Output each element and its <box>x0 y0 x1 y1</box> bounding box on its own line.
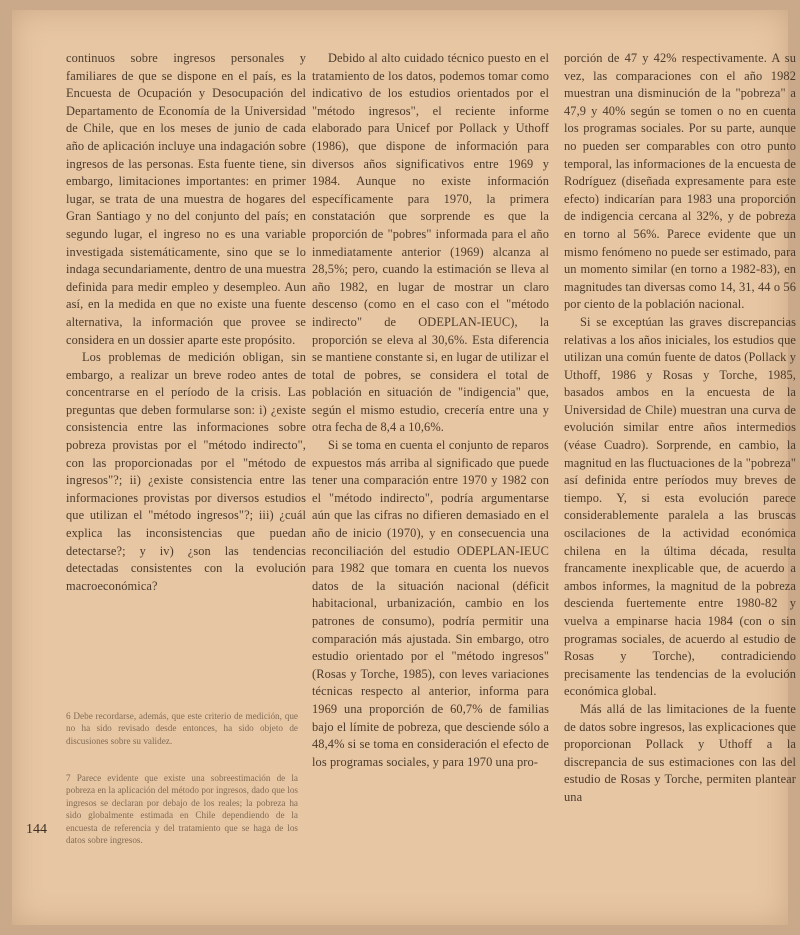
text-column-1 <box>66 50 306 595</box>
paragraph: continuos sobre ingresos personales y familiares de que se dispone en el país, es la Encuesta de Ocupación y Desocupación del Departamento de Economía de la Universidad de Chile, que en los meses de junio de cada año de aplicación incluye una indagación sobre ingresos de las personas. Esta fuente tiene, sin embargo, limitaciones importantes: en primer lugar, se trata de una muestra de hogares del Gran Santiago y no del conjunto del país; en segundo lugar, el ingreso no es una variable investigada sistemáticamente, sino que se lo indaga secundariamente, dentro de una muestra definida para medir empleo y desempleo. Aun así, en la medida en que no existe una fuente alternativa, la información que provee se considera en un dossier aparte este propósito. <box>66 51 306 347</box>
paragraph: porción de 47 y 42% respectivamente. A su vez, las comparaciones con el año 1982 muestran una disminución de la "pobreza" a 47,9 y 40% según se tomen o no en cuenta los programas sociales. Por su parte, aunque no pueden ser comparables con otro punto temporal, las informaciones de la encuesta de Rodríguez (diseñada expresamente para este efecto) indicarían para 1983 una proporción de indigencia cercana al 32%, y de pobreza en torno al 56%. Parece evidente que un mismo fenómeno no puede ser estimado, para un momento similar (en torno a 1982-83), en magnitudes tan diversas como 14, 31, 44 o 56 por ciento de la población nacional. <box>564 51 796 312</box>
footnote-text: 6 Debe recordarse, además, que este criterio de medición, que no ha sido revisado desde entonces, ha sido objeto de discusiones sobre su validez. <box>66 711 298 746</box>
document-page <box>12 10 796 925</box>
text-column-2 <box>312 50 549 771</box>
paragraph: Si se exceptúan las graves discrepancias relativas a los años iniciales, los estudios que utilizan una común fuente de datos (Pollack y Uthoff, 1986 y Rosas y Torche, 1985, basados ambos en la encuesta de la Universidad de Chile) muestran una curva de evolución similar entre años intermedios (véase Cuadro). Sorprende, en cambio, la magnitud en las fluctuaciones de la "pobreza" así definida entre períodos muy breves de tiempo. Y, si esta evolución parece considerablemente paralela a las bruscas oscilaciones de la actividad económica chilena en la última década, resulta francamente inexplicable que, de acuerdo a ambos informes, la magnitud de la pobreza descienda fuertemente entre 1980-82 y vuelva a empinarse hacia 1984 (con o sin programas sociales, de acuerdo al estudio de Rosas y Torche), contradiciendo precisamente las tendencias de la evolución económica global. <box>564 314 796 699</box>
footnote <box>66 772 298 846</box>
paragraph: Debido al alto cuidado técnico puesto en el tratamiento de los datos, podemos tomar como indicativo de los estudios orientados por el "método ingresos", el reciente informe elaborado para Unicef por Pollack y Uthoff (1986), que dispone de información para diversos años significativos entre 1969 y 1984. Aunque no existe información específicamente para 1970, la primera constatación que sorprende es que la proporción de "pobres" informada para el año inmediatamente anterior (1969) alcanza al 28,5%; pero, cuando la estimación se lleva al año 1982, en lugar de mostrar un claro descenso (como en el caso con el "método indirecto" de ODEPLAN-IEUC), la proporción se eleva al 30,6%. Esta diferencia se mantiene constante si, en lugar de utilizar el total de pobres, se considera el total de población en situación de "indigencia" que, según el mismo estudio, crecería entre una y otra fecha de 8,4 a 10,6%. <box>312 51 549 435</box>
footnote <box>66 710 298 747</box>
paragraph: Más allá de las limitaciones de la fuente de datos sobre ingresos, las explicaciones que proporcionan Pollack y Uthoff a la discrepancia de sus estimaciones con las del estudio de Rosas y Torche, permiten plantear una <box>564 701 796 804</box>
page-number: 144 <box>26 822 47 837</box>
text-column-3 <box>564 50 796 807</box>
paragraph: Si se toma en cuenta el conjunto de reparos expuestos más arriba al significado que puede tener una comparación entre 1970 y 1982 con el "método indirecto", podría argumentarse aún que las cifras no difieren demasiado en el año de inicio (1970), y en consecuencia una reconciliación del estudio ODEPLAN-IEUC para 1982 que tomara en cuenta los nuevos datos de la situación nacional (déficit habitacional, urbanización, cambio en los patrones de consumo), podría permitir una comparación más ajustada. Sin embargo, otro estudio orientado por el "método ingresos" (Rosas y Torche, 1985), con leves variaciones técnicas respecto al anterior, informa para 1969 una proporción de 60,7% de familias bajo el límite de pobreza, que desciende sólo a 48,4% si se toma en consideración el efecto de los programas sociales, y para 1970 una pro- <box>312 438 549 769</box>
footnote-text: 7 Parece evidente que existe una sobreestimación de la pobreza en la aplicación del método por ingresos, dado que los ingresos se declaran por debajo de los reales; la pobreza ha sido globalmente estimada en Chile dependiendo de la encuesta de referencia y del tratamiento que se haga de los datos sobre ingresos. <box>66 773 298 846</box>
paragraph: Los problemas de medición obligan, sin embargo, a realizar un breve rodeo antes de concentrarse en el período de la crisis. Las preguntas que deben formularse son: i) ¿existe consistencia entre las informaciones sobre pobreza provistas por el "método indirecto", con las proporcionadas por el "método de ingresos"?; ii) ¿existe consistencia entre las informaciones provistas por diversos estudios que utilizan el "método ingresos"?; iii) ¿cuál explica las inconsistencias que puedan detectarse?; y iv) ¿son las tendencias detectadas consistentes con la evolución macroeconómica? <box>66 350 306 593</box>
